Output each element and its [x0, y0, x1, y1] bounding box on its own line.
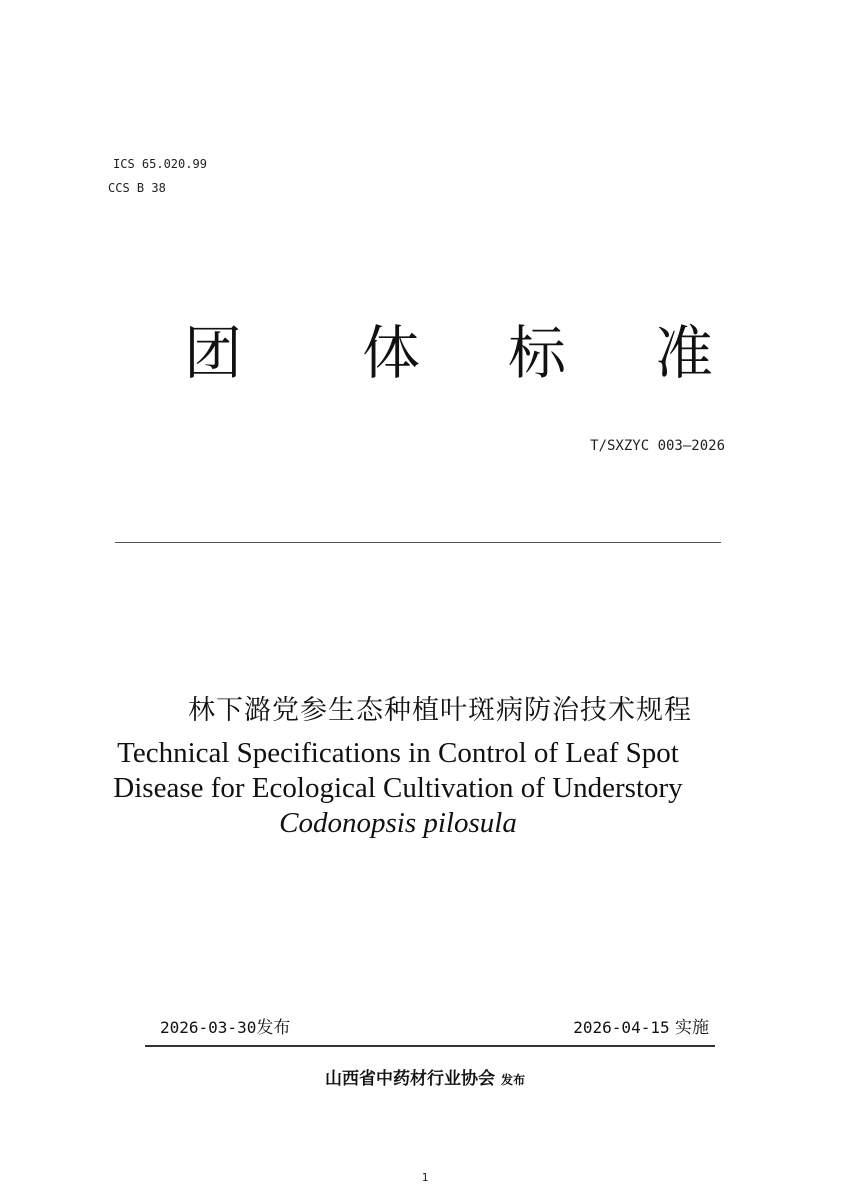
ccs-code: CCS B 38 [108, 181, 166, 195]
page-number: 1 [421, 1171, 429, 1184]
issue-date: 2026-03-30 [160, 1018, 257, 1037]
title-english-line2: Disease for Ecological Cultivation of Understory [113, 772, 683, 804]
implementation-date-block [573, 1013, 709, 1038]
standard-type-char: 团 [184, 319, 243, 387]
issue-date-block [160, 1013, 290, 1038]
title-chinese: 林下潞党参生态种植叶斑病防治技术规程 [188, 695, 692, 726]
footer-divider [145, 1045, 715, 1047]
publisher-suffix: 发布 [500, 1073, 525, 1087]
header-divider [115, 542, 721, 543]
standard-type-char: 体 [362, 319, 421, 387]
publisher-name: 山西省中药材行业协会 [324, 1069, 495, 1089]
ics-code: ICS 65.020.99 [113, 157, 207, 171]
title-english-line1: Technical Specifications in Control of Leaf Spot [117, 737, 679, 769]
standard-number: T/SXZYC 003—2026 [590, 438, 725, 454]
implementation-label: 实施 [675, 1018, 709, 1038]
standard-type-char: 准 [655, 319, 714, 387]
publisher [0, 1064, 850, 1089]
standard-type-char: 标 [508, 319, 567, 387]
title-scientific-name: Codonopsis pilosula [279, 807, 517, 839]
title-english [60, 736, 736, 841]
implementation-date: 2026-04-15 [573, 1018, 670, 1037]
issue-label: 发布 [256, 1018, 291, 1038]
